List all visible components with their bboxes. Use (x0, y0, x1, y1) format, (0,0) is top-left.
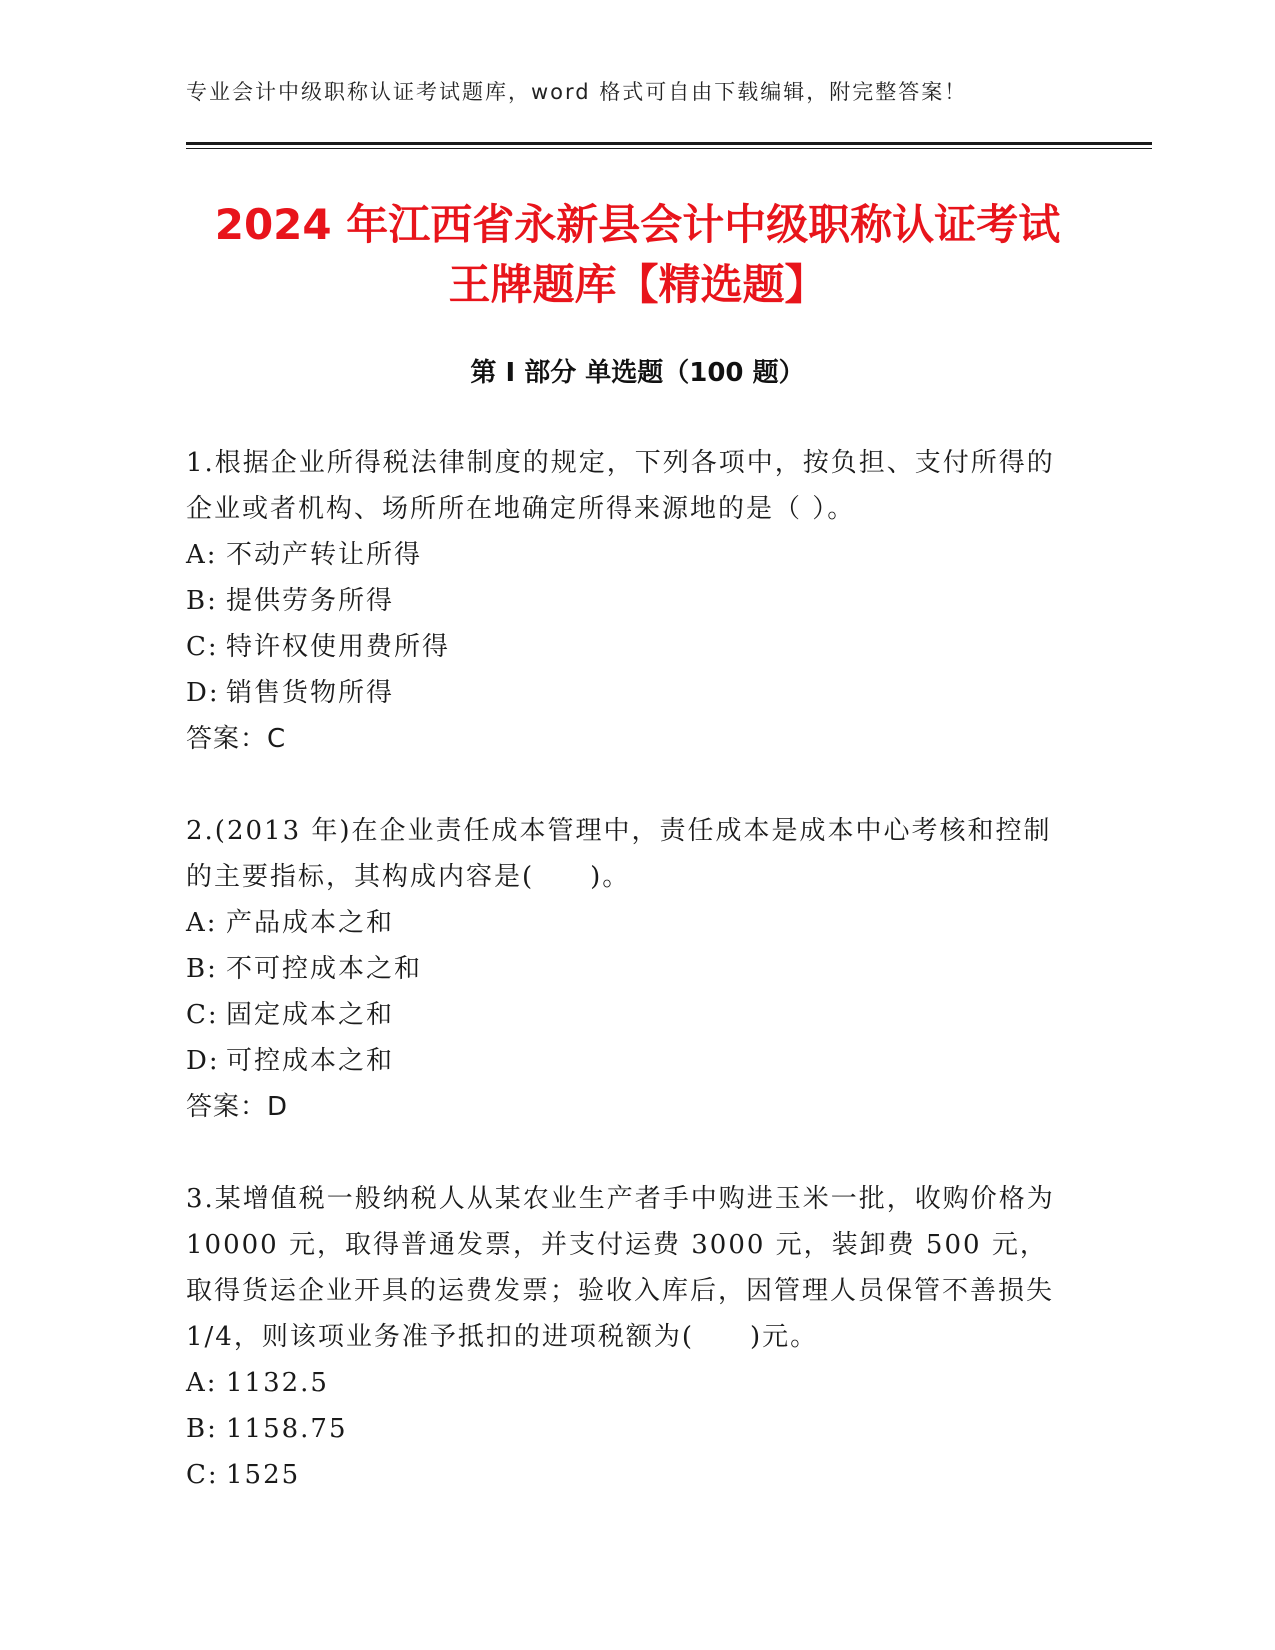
question-stem: 3.某增值税一般纳税人从某农业生产者手中购进玉米一批，收购价格为 10000 元，取得普通发票，并支付运费 3000 元，装卸费 500 元，取得货运企业开具的运费发票；验收入库后，因管理人员保管不善损失 1/4，则该项业务准予抵扣的进项税额为( )元。 (186, 1184, 1055, 1352)
answer-line: 答案：D (186, 1092, 289, 1122)
option-text: 产品成本之和 (226, 908, 395, 938)
option-key: B: (186, 586, 218, 616)
option-c (186, 1452, 1066, 1498)
option-b (186, 946, 1066, 992)
option-key: D: (186, 678, 220, 708)
header-rule-thick (186, 142, 1152, 145)
option-text: 固定成本之和 (226, 1000, 395, 1030)
question-2 (186, 808, 1066, 1130)
option-b (186, 578, 1066, 624)
option-text: 提供劳务所得 (226, 586, 395, 616)
option-key: A: (186, 908, 218, 938)
option-text: 1525 (226, 1460, 301, 1490)
option-c (186, 624, 1066, 670)
header-note: 专业会计中级职称认证考试题库，word 格式可自由下载编辑，附完整答案！ (186, 80, 968, 104)
option-key: B: (186, 954, 218, 984)
option-b (186, 1406, 1066, 1452)
option-text: 销售货物所得 (226, 678, 395, 708)
option-text: 不可控成本之和 (226, 954, 423, 984)
option-text: 不动产转让所得 (226, 540, 423, 570)
option-a (186, 1360, 1066, 1406)
option-d (186, 1038, 1066, 1084)
title-line-1: 2024 年江西省永新县会计中级职称认证考试 (214, 200, 1061, 249)
question-stem: 2.(2013 年)在企业责任成本管理中，责任成本是成本中心考核和控制的主要指标，其构成内容是( )。 (186, 816, 1052, 892)
option-a (186, 900, 1066, 946)
option-key: C: (186, 632, 219, 662)
section-heading: 第 I 部分 单选题（100 题） (470, 358, 805, 388)
option-key: A: (186, 1368, 218, 1398)
option-key: C: (186, 1460, 219, 1490)
title-line-2: 王牌题库【精选题】 (448, 260, 827, 309)
option-text: 可控成本之和 (226, 1046, 395, 1076)
question-1 (186, 440, 1066, 762)
question-3 (186, 1176, 1066, 1498)
option-key: B: (186, 1414, 218, 1444)
header-rule-thin (186, 148, 1152, 149)
option-d (186, 670, 1066, 716)
question-stem: 1.根据企业所得税法律制度的规定，下列各项中，按负担、支付所得的企业或者机构、场所所在地确定所得来源地的是（ ）。 (186, 448, 1055, 524)
option-key: D: (186, 1046, 220, 1076)
option-key: C: (186, 1000, 219, 1030)
option-a (186, 532, 1066, 578)
option-text: 1132.5 (226, 1368, 329, 1398)
option-c (186, 992, 1066, 1038)
option-key: A: (186, 540, 218, 570)
option-text: 1158.75 (226, 1414, 348, 1444)
document-title (150, 195, 1125, 315)
question-list (186, 440, 1066, 1544)
answer-line: 答案：C (186, 724, 287, 754)
option-text: 特许权使用费所得 (226, 632, 451, 662)
